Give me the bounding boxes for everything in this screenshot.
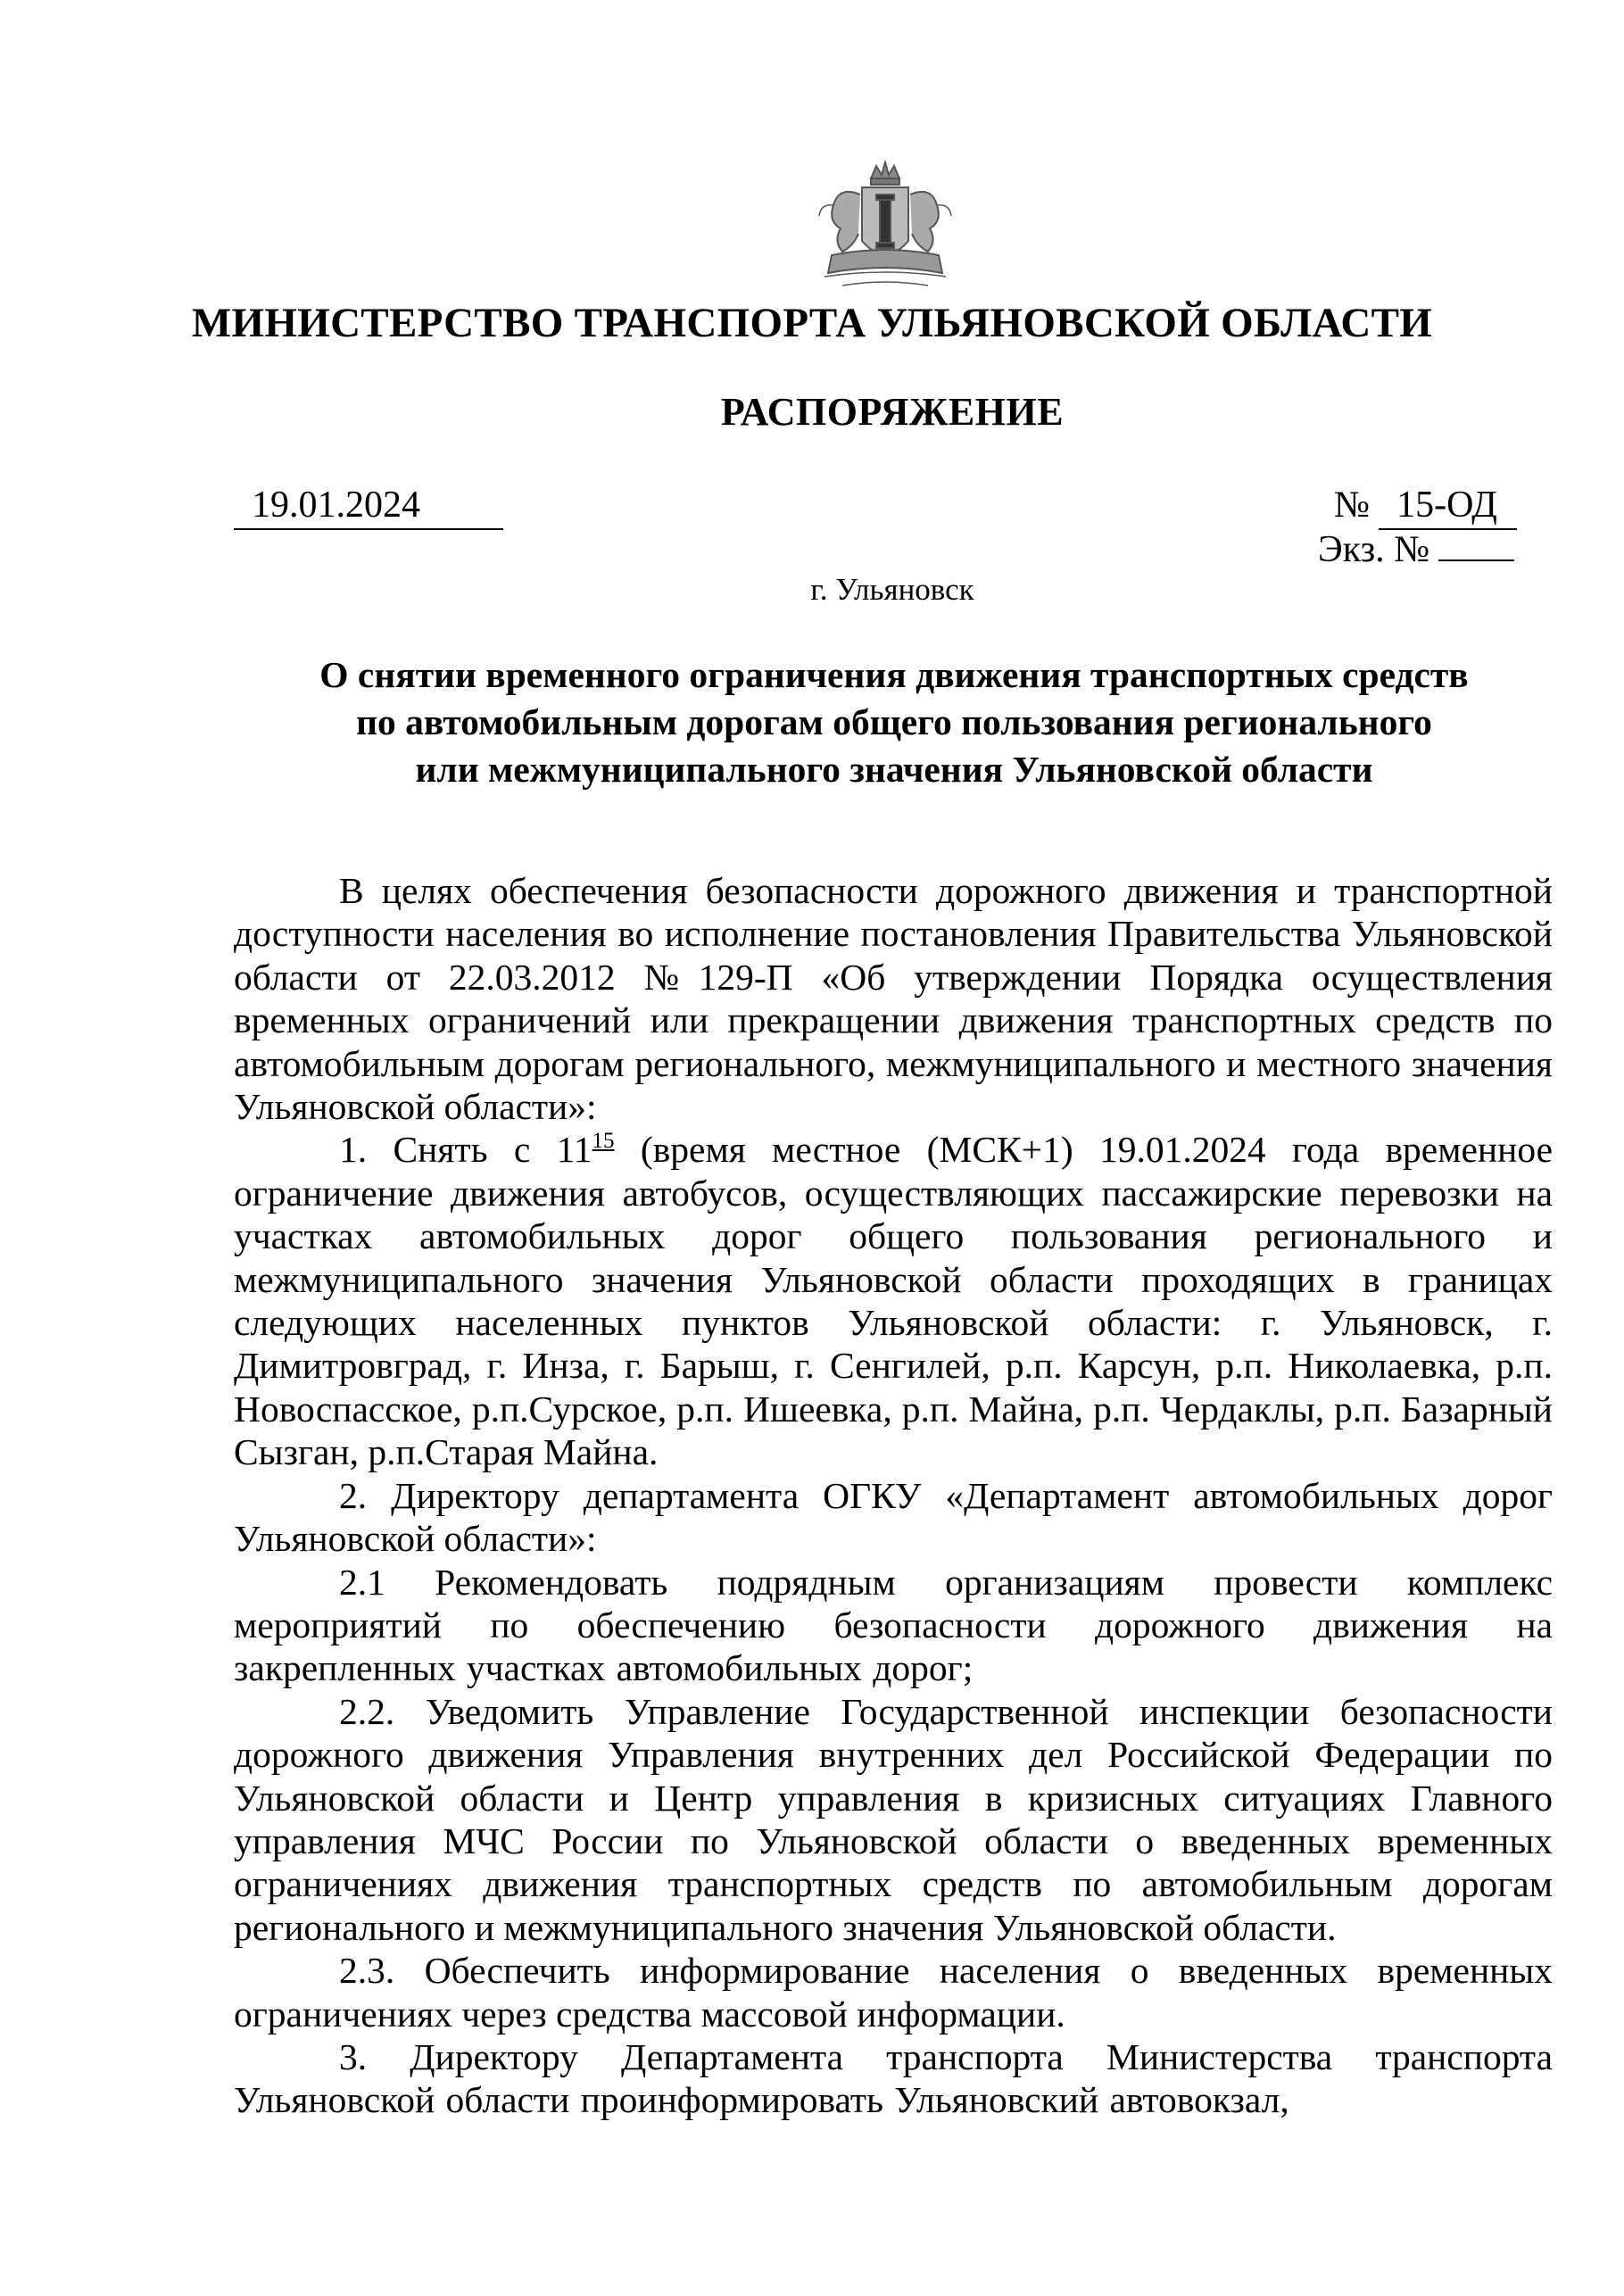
ministry-name: МИНИСТЕРСТВО ТРАНСПОРТА УЛЬЯНОВСКОЙ ОБЛАСТИ: [191, 300, 1433, 346]
preamble-paragraph: В целях обеспечения безопасности дорожного движения и транспортной доступности населения во исполнение постановления Правительства Ульяновской области от 22.03.2012 №129-П «Об утверждении Порядка осуществления временных ограничений или прекращении движения транспортных средств по автомобильным дорогам регионального, межмуниципального и местного значения Ульяновской области»:: [234, 870, 1553, 1128]
document-title: [234, 651, 1554, 793]
document-type: РАСПОРЯЖЕНИЕ: [720, 390, 1065, 434]
document-number-field: [1334, 482, 1517, 530]
number-label: №: [1334, 485, 1371, 526]
paragraph-2: 2. Директору департамента ОГКУ «Департамент автомобильных дорог Ульяновской области»:: [234, 1474, 1553, 1560]
city-name: г. Ульяновск: [810, 572, 974, 607]
paragraph-2-2: 2.2. Уведомить Управление Государственной инспекции безопасности дорожного движения Управления внутренних дел Российской Федерации по Ульяновской области и Центр управления в кризисных ситуациях Главного управления МЧС России по Ульяновской области о введенных временных ограничениях движения транспортных средств по автомобильным дорогам регионального и межмуниципального значения Ульяновской области.: [234, 1690, 1553, 1948]
title-line: или межмуниципального значения Ульяновской области: [415, 749, 1373, 790]
paragraph-1: [234, 1128, 1553, 1473]
copy-number-blank: [1438, 529, 1514, 561]
paragraph-1-start: 1. Снять с 11: [339, 1129, 592, 1171]
document-number: 15-ОД: [1379, 482, 1517, 530]
copy-number-label: Экз. №: [1318, 529, 1430, 570]
time-minutes-superscript: 15: [592, 1129, 615, 1154]
coat-of-arms-emblem: [807, 159, 963, 297]
paragraph-1-rest: (время местное (МСК+1) 19.01.2024 года временное ограничение движения автобусов, осуществляющих пассажирские перевозки на участках автомобильных дорог общего пользования регионального и межмуниципального значения Ульяновской области проходящих в границах следующих населенных пунктов Ульяновской области: г. Ульяновск, г. Димитровград, г. Инза, г. Барыш, г. Сенгилей, р.п. Карсун, р.п. Николаевка, р.п. Новоспасское, р.п.Сурское, р.п. Ишеевка, р.п. Майна, р.п. Чердаклы, р.п. Базарный Сызган, р.п.Старая Майна.: [234, 1129, 1554, 1473]
title-line: по автомобильным дорогам общего пользования регионального: [356, 701, 1432, 742]
document-date-field: [234, 482, 503, 530]
document-body: [234, 869, 1553, 2122]
paragraph-2-1: 2.1 Рекомендовать подрядным организациям провести комплекс мероприятий по обеспечению безопасности дорожного движения на закрепленных участках автомобильных дорог;: [234, 1561, 1553, 1689]
paragraph-2-3: 2.3. Обеспечить информирование населения о введенных временных ограничениях через средства массовой информации.: [234, 1950, 1553, 2035]
copy-number-field: [1318, 526, 1514, 573]
title-line: О снятии временного ограничения движения транспортных средств: [319, 654, 1469, 695]
paragraph-3: 3. Директору Департамента транспорта Министерства транспорта Ульяновской области проинформировать Ульяновский автовокзал,: [234, 2035, 1553, 2121]
document-date: 19.01.2024: [252, 485, 420, 526]
